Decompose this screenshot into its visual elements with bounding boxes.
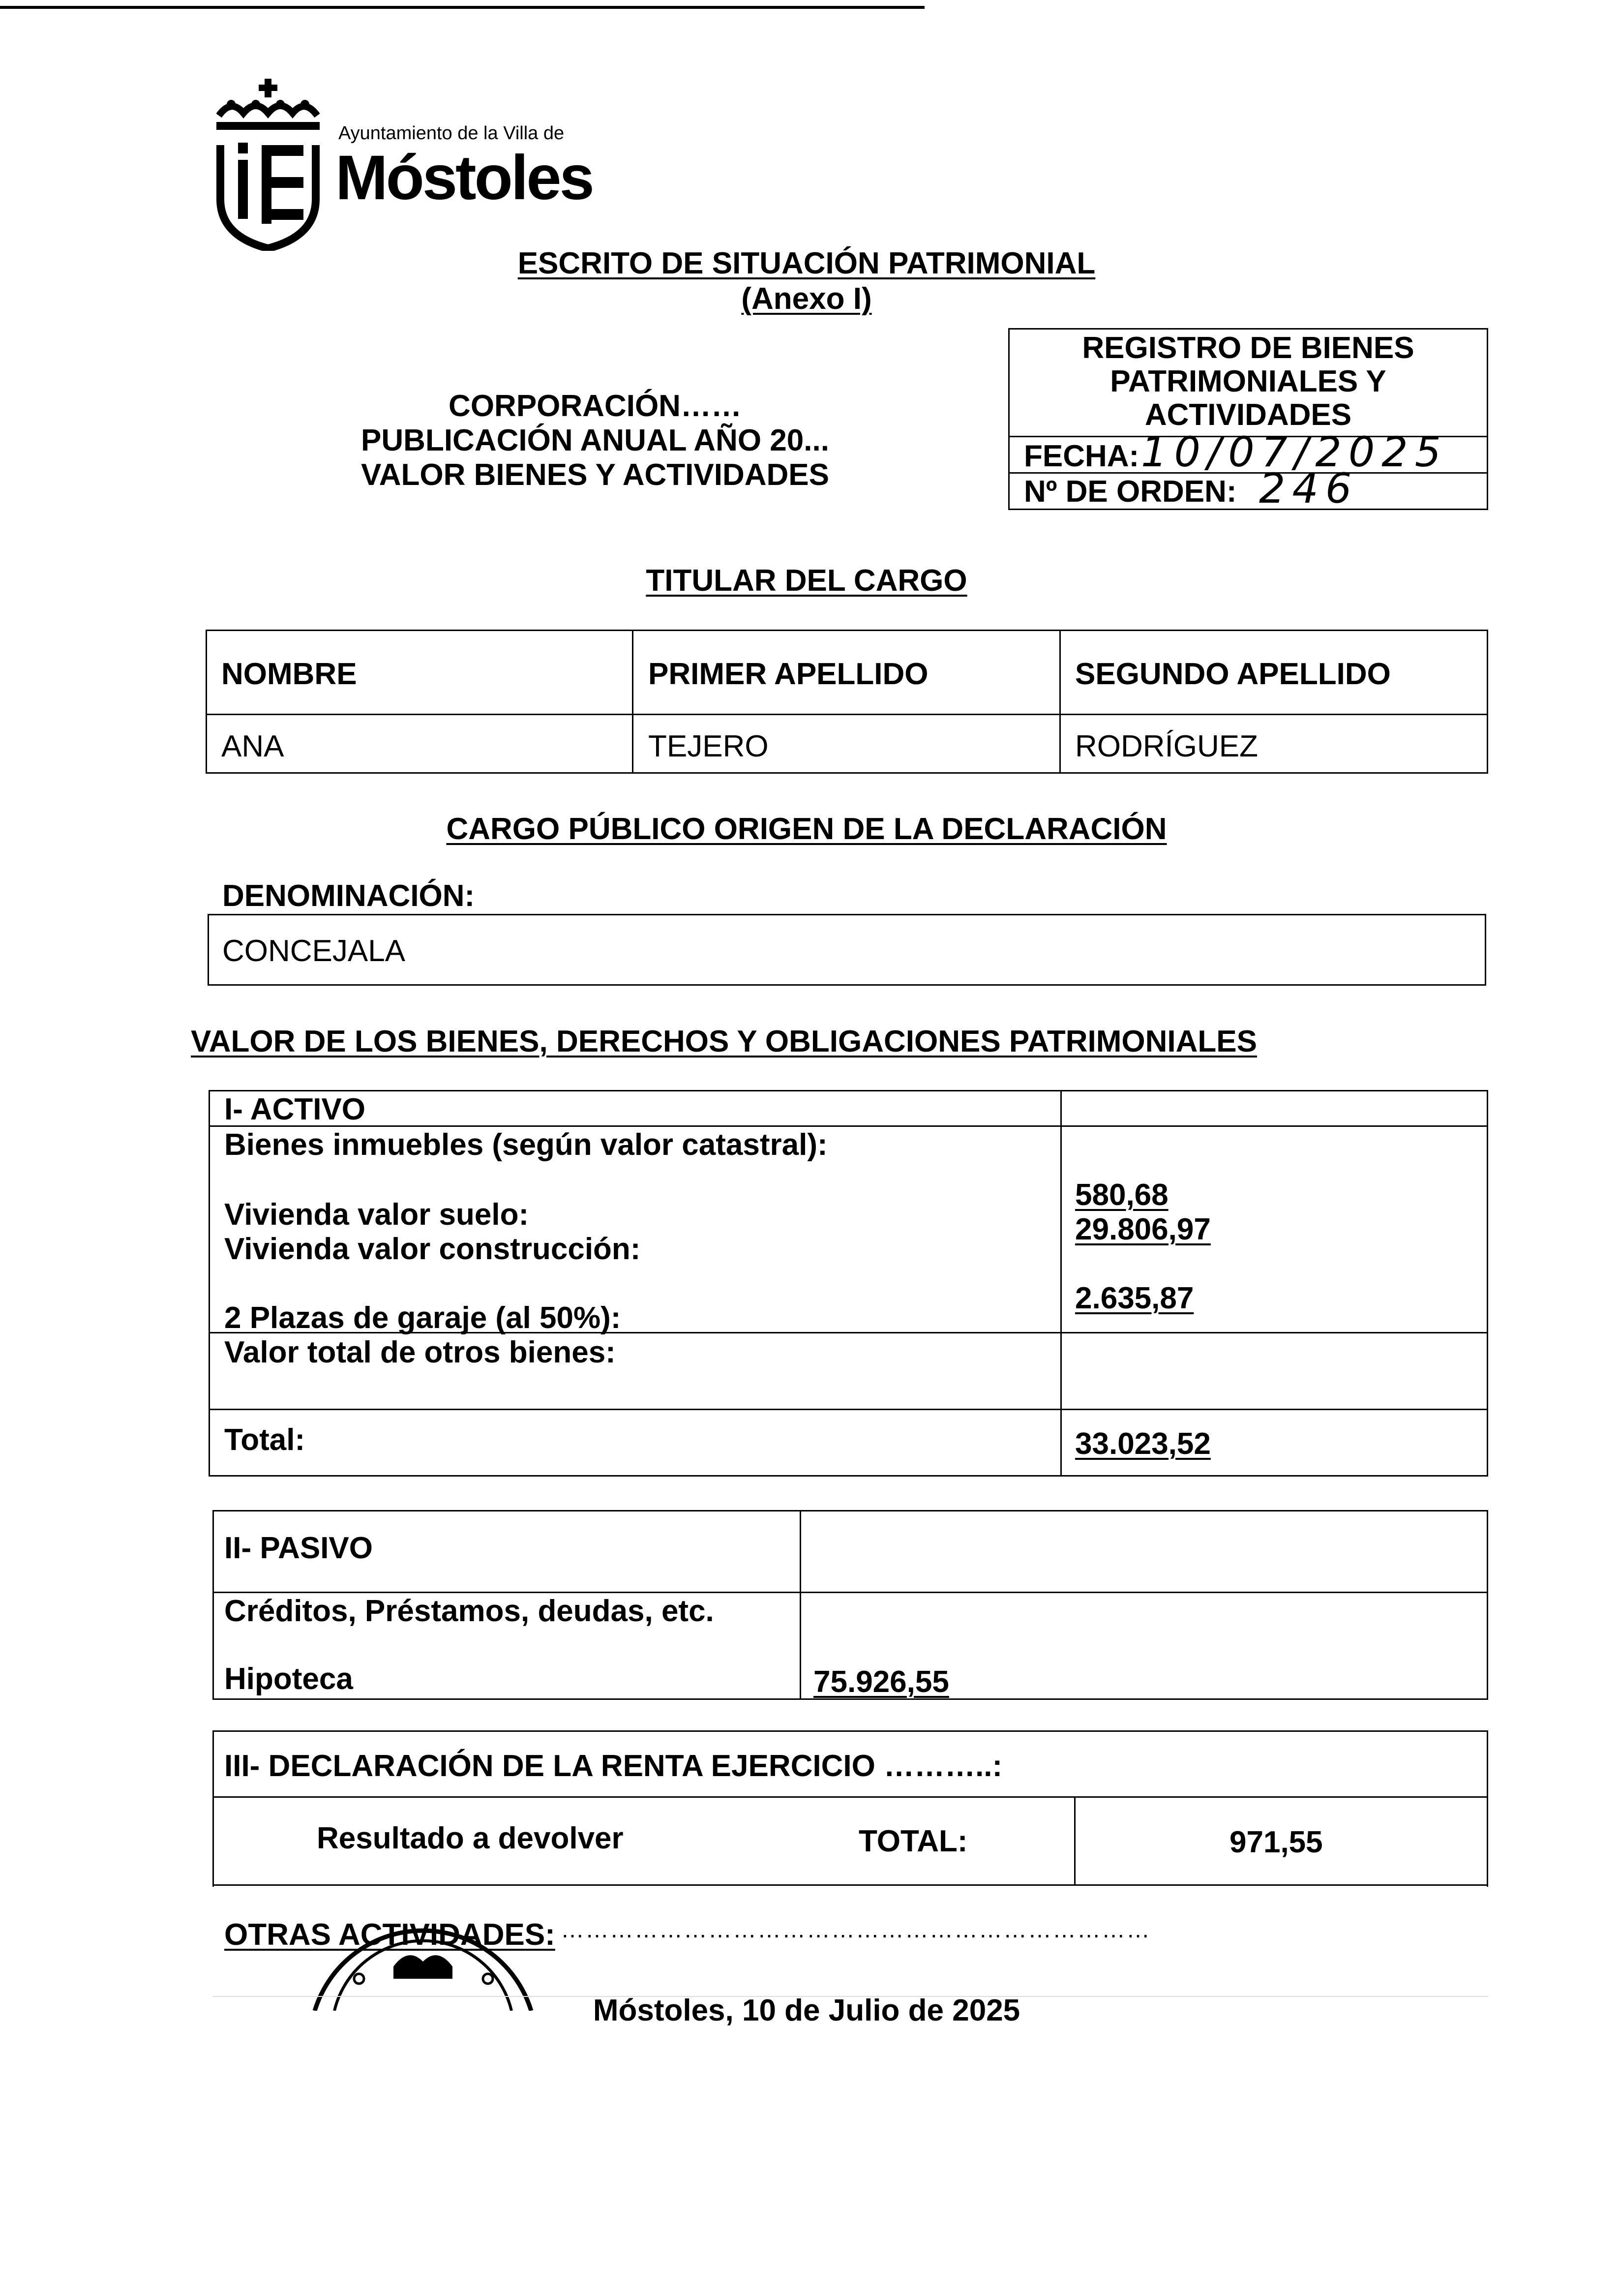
- construccion-value: 29.806,97: [1075, 1212, 1211, 1246]
- registry-heading-3: ACTIVIDADES: [1144, 398, 1352, 432]
- denomination-value: CONCEJALA: [222, 934, 406, 968]
- place-and-date: Móstoles, 10 de Julio de 2025: [593, 1994, 1020, 2027]
- garaje-label: 2 Plazas de garaje (al 50%):: [224, 1301, 621, 1335]
- document-subtitle: (Anexo I): [741, 282, 872, 316]
- pasivo-row-divider: [212, 1592, 1488, 1593]
- renta-right-border: [1487, 1730, 1488, 1887]
- document-title: ESCRITO DE SITUACIÓN PATRIMONIAL: [517, 246, 1096, 280]
- activo-row-divider-3: [209, 1409, 1488, 1410]
- holder-header-name: NOMBRE: [221, 657, 357, 691]
- holder-table-col-divider-1: [632, 630, 633, 774]
- renta-left-border: [212, 1730, 214, 1887]
- suelo-label: Vivienda valor suelo:: [224, 1198, 529, 1232]
- logo-name: Móstoles: [335, 143, 593, 213]
- orden-handwritten-value: 246: [1259, 464, 1359, 513]
- holder-table-col-divider-2: [1059, 630, 1061, 774]
- renta-top-border: [212, 1730, 1488, 1732]
- pasivo-left-border: [212, 1510, 214, 1700]
- corporation-line: CORPORACIÓN……: [449, 389, 742, 423]
- position-section-title: CARGO PÚBLICO ORIGEN DE LA DECLARACIÓN: [446, 812, 1167, 846]
- hipoteca-value: 75.926,55: [813, 1665, 949, 1699]
- annual-publication-line: PUBLICACIÓN ANUAL AÑO 20...: [361, 423, 829, 457]
- activo-row-divider-1: [209, 1125, 1488, 1127]
- holder-table: [206, 630, 1488, 774]
- renta-title: III- DECLARACIÓN DE LA RENTA EJERCICIO ………..:: [224, 1749, 1003, 1783]
- hipoteca-label: Hipoteca: [224, 1662, 353, 1696]
- holder-value-first-surname: TEJERO: [648, 729, 769, 763]
- creditos-label: Créditos, Préstamos, deudas, etc.: [224, 1594, 714, 1628]
- registry-heading-2: PATRIMONIALES Y: [1110, 364, 1386, 398]
- holder-value-second-surname: RODRÍGUEZ: [1075, 729, 1258, 763]
- renta-total-label: TOTAL:: [859, 1824, 968, 1858]
- activo-title: I- ACTIVO: [224, 1092, 366, 1126]
- scan-edge-line: [0, 6, 925, 9]
- value-assets-line: VALOR BIENES Y ACTIVIDADES: [361, 458, 829, 492]
- pasivo-title: II- PASIVO: [224, 1531, 373, 1565]
- registry-divider-2: [1008, 472, 1488, 474]
- renta-row-divider: [212, 1796, 1488, 1798]
- holder-section-title: TITULAR DEL CARGO: [646, 564, 967, 598]
- garaje-value: 2.635,87: [1075, 1281, 1194, 1315]
- renta-result-label: Resultado a devolver: [317, 1821, 624, 1855]
- holder-header-first-surname: PRIMER APELLIDO: [648, 657, 929, 691]
- orden-label: Nº DE ORDEN:: [1024, 475, 1237, 509]
- renta-bottom-border: [212, 1884, 1488, 1886]
- otros-bienes-label: Valor total de otros bienes:: [224, 1335, 616, 1369]
- construccion-label: Vivienda valor construcción:: [224, 1232, 641, 1266]
- holder-value-name: ANA: [221, 729, 284, 763]
- coat-of-arms-icon: [216, 79, 320, 251]
- registry-heading-1: REGISTRO DE BIENES: [1082, 331, 1414, 365]
- pasivo-right-border: [1487, 1510, 1488, 1700]
- pasivo-top-border: [212, 1510, 1488, 1511]
- activo-total-value: 33.023,52: [1075, 1427, 1211, 1461]
- renta-total-value: 971,55: [1229, 1825, 1323, 1859]
- fecha-handwritten-value: 10/07/2025: [1141, 428, 1448, 476]
- mostoles-logo: [216, 79, 593, 256]
- assets-section-title: VALOR DE LOS BIENES, DERECHOS Y OBLIGACIONES PATRIMONIALES: [191, 1025, 1257, 1058]
- suelo-value: 580,68: [1075, 1178, 1169, 1212]
- otras-actividades-dots: ………………………………………………………………: [561, 1917, 1151, 1943]
- inmuebles-label: Bienes inmuebles (según valor catastral):: [224, 1128, 828, 1162]
- logo-small-text: Ayuntamiento de la Villa de: [338, 123, 565, 144]
- activo-col-divider: [1060, 1090, 1062, 1477]
- fecha-label: FECHA:: [1024, 439, 1139, 473]
- holder-header-second-surname: SEGUNDO APELLIDO: [1075, 657, 1391, 691]
- holder-table-row-divider: [206, 714, 1488, 715]
- renta-col-divider: [1074, 1796, 1076, 1886]
- pasivo-col-divider: [800, 1510, 801, 1700]
- otras-actividades-label: OTRAS ACTIVIDADES:: [224, 1918, 555, 1952]
- denomination-label: DENOMINACIÓN:: [222, 879, 475, 913]
- activo-total-label: Total:: [224, 1423, 305, 1457]
